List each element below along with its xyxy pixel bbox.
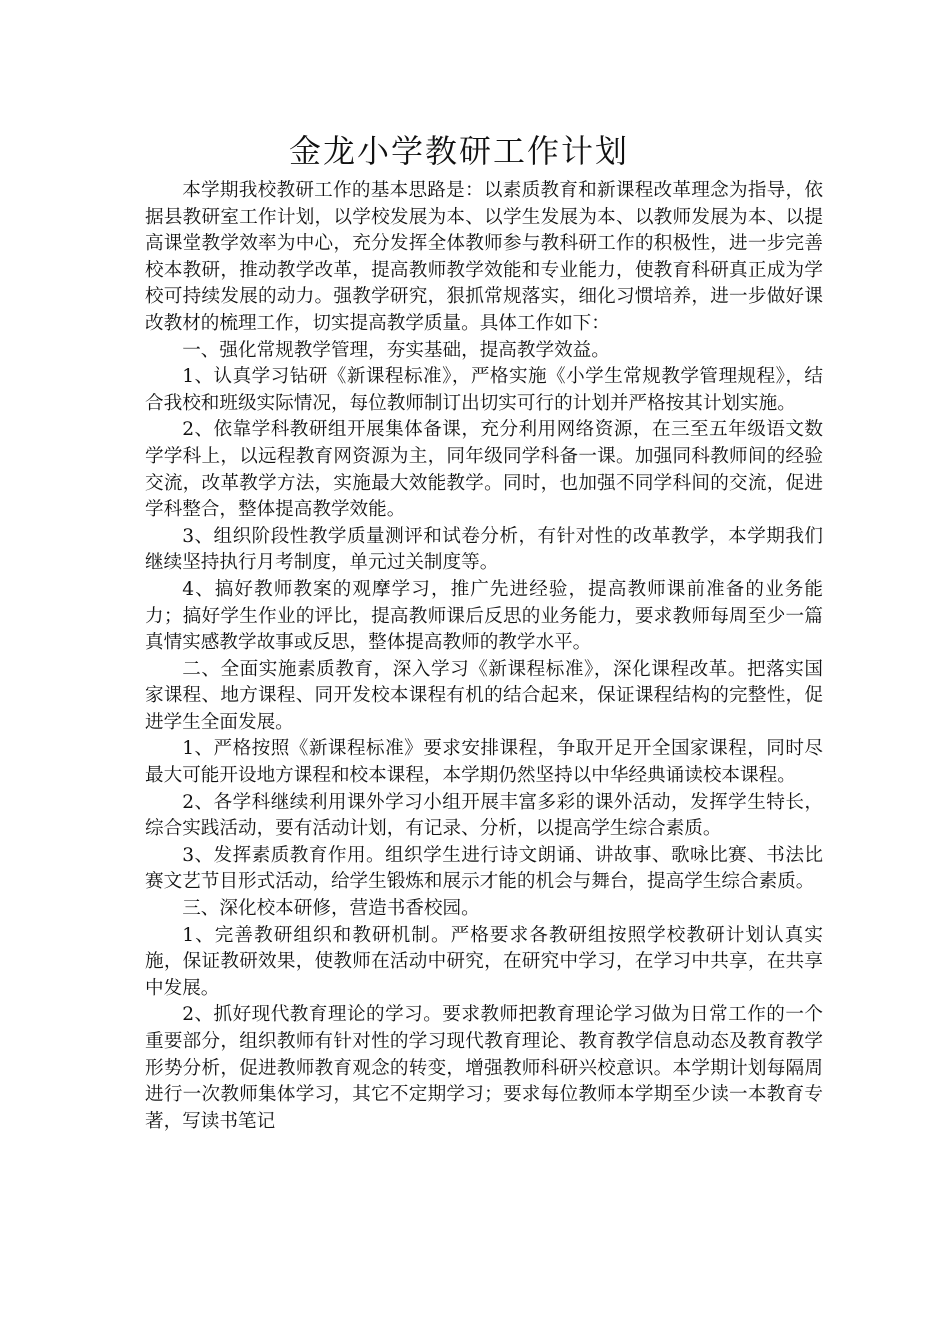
paragraph-intro: 本学期我校教研工作的基本思路是：以素质教育和新课程改革理念为指导，依据县教研室工作计划，以学校发展为本、以学生发展为本、以教师发展为本、以提高课堂教学效率为中心，充分发挥全体教师参与教科研工作的积极性，进一步完善校本教研，推动教学改革，提高教师教学效能和专业能力，使教育科研真正成为学校可持续发展的动力。强教学研究，狠抓常规落实，细化习惯培养，进一步做好课改教材的梳理工作，切实提高教学质量。具体工作如下： (145, 180, 823, 334)
paragraph-2-2: 2、各学科继续利用课外学习小组开展丰富多彩的课外活动，发挥学生特长，综合实践活动，要有活动计划，有记录、分析，以提高学生综合素质。 (145, 791, 823, 840)
document-page (145, 128, 823, 1135)
document-title: 金龙小学教研工作计划 (288, 132, 629, 170)
section-heading-1: 一、强化常规教学管理，夯实基础，提高教学效益。 (182, 339, 610, 361)
section-heading-2: 二、全面实施素质教育，深入学习《新课程标准》，深化课程改革。把落实国家课程、地方课程、同开发校本课程有机的结合起来，保证课程结构的完整性，促进学生全面发展。 (145, 658, 823, 733)
paragraph-2-1: 1、严格按照《新课程标准》要求安排课程，争取开足开全国家课程，同时尽最大可能开设地方课程和校本课程，本学期仍然坚持以中华经典诵读校本课程。 (145, 738, 823, 787)
section-heading-3: 三、深化校本研修，营造书香校园。 (182, 898, 480, 920)
paragraph-2-3: 3、发挥素质教育作用。组织学生进行诗文朗诵、讲故事、歌咏比赛、书法比赛文艺节目形式活动，给学生锻炼和展示才能的机会与舞台，提高学生综合素质。 (145, 844, 823, 893)
paragraph-1-1: 1、认真学习钻研《新课程标准》，严格实施《小学生常规教学管理规程》，结合我校和班级实际情况，每位教师制订出切实可行的计划并严格按其计划实施。 (145, 366, 823, 414)
paragraph-3-1: 1、完善教研组织和教研机制。严格要求各教研组按照学校教研计划认真实施，保证教研效果，使教师在活动中研究，在研究中学习，在学习中共享，在共享中发展。 (145, 924, 823, 999)
paragraph-1-2: 2、依靠学科教研组开展集体备课，充分利用网络资源，在三至五年级语文数学学科上，以远程教育网资源为主，同年级同学科备一课。加强同科教师间的经验交流，改革教学方法，实施最大效能教学。同时，也加强不同学科间的交流，促进学科整合，整体提高教学效能。 (145, 419, 823, 521)
paragraph-3-2: 2、抓好现代教育理论的学习。要求教师把教育理论学习做为日常工作的一个重要部分，组织教师有针对性的学习现代教育理论、教育教学信息动态及教育教学形势分析，促进教师教育观念的转变，增强教师科研兴校意识。本学期计划每隔周进行一次教师集体学习，其它不定期学习；要求每位教师本学期至少读一本教育专著，写读书笔记 (145, 1004, 823, 1132)
paragraph-1-3: 3、组织阶段性教学质量测评和试卷分析，有针对性的改革教学，本学期我们继续坚持执行月考制度，单元过关制度等。 (145, 525, 823, 574)
paragraph-1-4: 4、搞好教师教案的观摩学习，推广先进经验，提高教师课前准备的业务能力；搞好学生作业的评比，提高教师课后反思的业务能力，要求教师每周至少一篇真情实感教学故事或反思，整体提高教师的教学水平。 (145, 578, 823, 654)
